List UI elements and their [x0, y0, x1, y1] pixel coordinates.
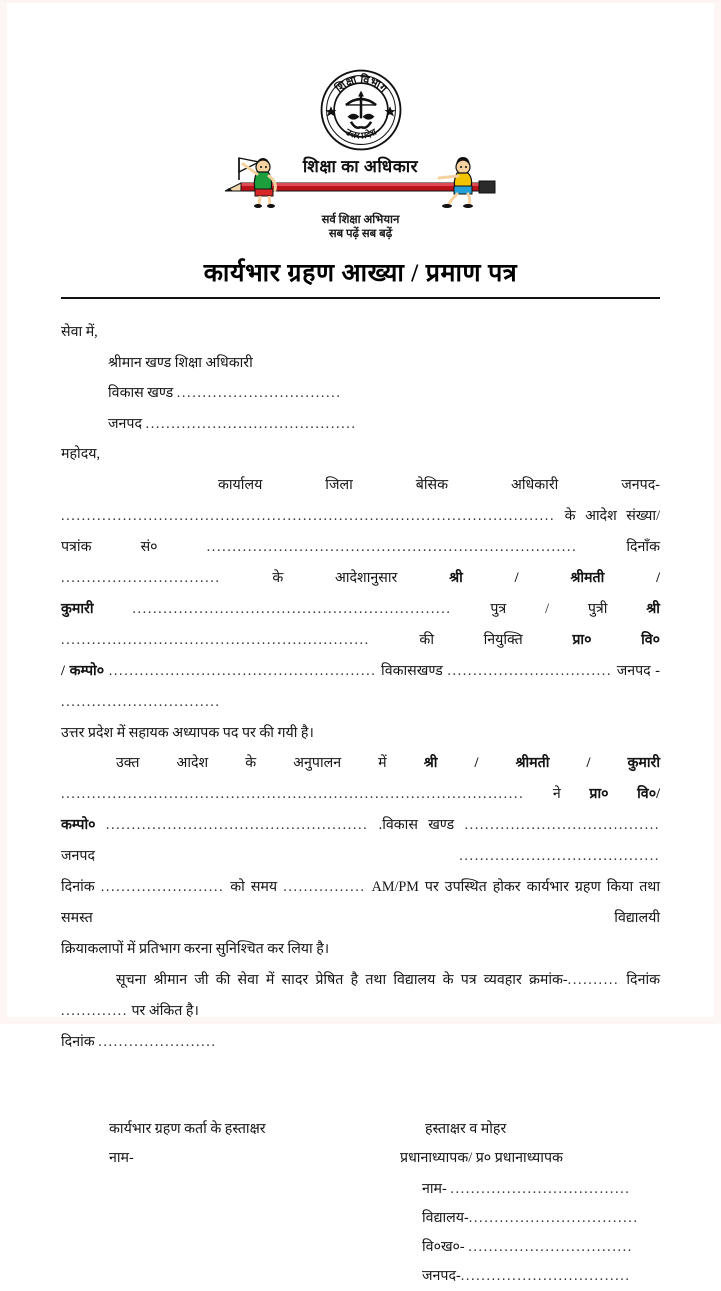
para1-line3: [61, 594, 660, 656]
mahoday-line: महोदय,: [61, 446, 101, 462]
para1-l2-b: दिनाँक: [626, 538, 660, 555]
janpad-label: जनपद: [108, 415, 142, 432]
headmaster-district-label: जनपद-: [422, 1268, 461, 1284]
janpad-blank[interactable]: .........................................: [145, 415, 357, 432]
para3-l1-b: दिनांक: [626, 971, 661, 988]
para3-l1-c: पर अंकित है।: [131, 1002, 199, 1019]
headmaster-fields: [400, 1173, 660, 1291]
para1-l4-c: जनपद -: [616, 662, 661, 679]
para1-l4-blank3[interactable]: ...............................: [61, 693, 221, 710]
para1-l2-a: पत्रांक सं०: [61, 538, 158, 555]
para1-l4-blank1[interactable]: ....................................................: [108, 662, 377, 679]
headmaster-school-field[interactable]: [422, 1204, 660, 1233]
para2-line3: [61, 872, 660, 934]
para3-l1-a: सूचना श्रीमान जी की सेवा में सादर प्रेषित है तथा विद्यालय के पत्र व्यवहार क्रमांक-: [116, 971, 568, 988]
para1-line5: उत्तर प्रदेश में सहायक अध्यापक पद पर की गयी है।: [61, 724, 314, 741]
headmaster-block-field[interactable]: [422, 1233, 660, 1262]
vikas-khand-blank[interactable]: ................................: [176, 385, 342, 401]
headmaster-name-label: नाम-: [422, 1181, 447, 1197]
para3-date-label: दिनांक: [61, 1033, 95, 1050]
headmaster-block-label: वि०ख०-: [422, 1239, 465, 1255]
para2-line2: [61, 810, 660, 872]
para1-l3-c: श्री: [646, 600, 660, 617]
para3-date-field: [61, 1027, 660, 1058]
headmaster-designation-label: प्रधानाध्यापक/ प्र० प्रधानाध्यापक: [400, 1150, 563, 1166]
janpad-field: [61, 409, 660, 440]
vikas-khand-label: विकास खण्ड: [108, 385, 174, 401]
para1-l3-b: पुत्र / पुत्री: [490, 600, 608, 617]
seal-top-text: शिक्षा विभाग: [332, 73, 389, 96]
para2-l2-a: कम्पो०: [61, 817, 96, 833]
para1-l3-d: की नियुक्ति: [419, 631, 523, 648]
para2-line1: [61, 748, 660, 810]
charge-taker-signature-label: कार्यभार ग्रहण कर्ता के हस्ताक्षर: [109, 1121, 266, 1137]
signature-section: [61, 1057, 660, 1291]
para2-l3-c: AM/PM पर उपस्थित होकर कार्यभार ग्रहण किया तथा समस्त विद्यालयी: [61, 879, 661, 926]
para1-l3-blank1[interactable]: ..............................................................: [132, 600, 452, 617]
para2-l1-blank[interactable]: ..........................................................................................: [61, 786, 525, 802]
headmaster-name-field[interactable]: [422, 1175, 660, 1204]
headmaster-name-blank[interactable]: ...................................: [450, 1181, 631, 1197]
headmaster-block-blank[interactable]: ................................: [468, 1239, 633, 1255]
headmaster-district-blank[interactable]: .................................: [460, 1268, 631, 1284]
para1-l1-a: कार्यालय जिला बेसिक अधिकारी जनपद-: [217, 476, 660, 493]
para3-l1-blank1[interactable]: ..........: [567, 971, 620, 988]
signature-left-block: [61, 1115, 361, 1291]
para2-l3-blank1[interactable]: ........................: [100, 879, 225, 895]
para1-l3-blank2[interactable]: ............................................................: [61, 631, 370, 648]
para3-l1-blank2[interactable]: .............: [61, 1002, 128, 1019]
para2-l1-b: श्री / श्रीमती / कुमारी: [423, 755, 660, 771]
para3-line1: [61, 965, 660, 1027]
para1-l2-c: के आदेशानुसार: [272, 569, 398, 586]
document-header: [14, 6, 707, 241]
para1-line2: [61, 532, 660, 594]
page-title: कार्यभार ग्रहण आख्या / प्रमाण पत्र: [203, 260, 518, 287]
para2-l1-d: प्रा० वि०/: [589, 786, 661, 802]
para1-l3-e: प्रा० वि०: [572, 631, 661, 648]
para1-l2-d: श्री / श्रीमती /: [449, 569, 661, 586]
signature-right-block: [400, 1115, 660, 1291]
salutation-sewa-me: सेवा में,: [61, 324, 98, 340]
ssa-line-1: सर्व शिक्षा अभियान: [321, 214, 400, 226]
ssa-slogan: [322, 213, 400, 241]
svg-text:उत्तर प्रदेश: [343, 126, 379, 141]
right-to-education-banner: [211, 150, 511, 212]
para2-l3-a: दिनांक: [61, 879, 95, 895]
charge-taker-name-field[interactable]: नाम-: [109, 1150, 134, 1166]
para1-line1: [61, 470, 660, 532]
rte-banner-text: शिक्षा का अधिकार: [302, 157, 419, 176]
signature-and-seal-heading: हस्ताक्षर व मोहर: [425, 1121, 507, 1137]
para1-l4-a: / कम्पो०: [61, 662, 105, 679]
addressee-line: श्रीमान खण्ड शिक्षा अधिकारी: [108, 354, 253, 371]
para2-l2-blank2[interactable]: ......................................: [464, 817, 661, 833]
para2-l3-b: को समय: [230, 879, 278, 895]
para1-line4: [61, 656, 660, 718]
para2-l2-b: .विकास खण्ड: [378, 817, 455, 833]
seal-bottom-text: उत्तर प्रदेश: [343, 126, 378, 141]
para2-l1-c: ने: [552, 786, 561, 802]
up-education-department-seal-icon: [319, 68, 403, 152]
para1-l3-a: कुमारी: [61, 600, 94, 617]
para2-line4: क्रियाकलापों में प्रतिभाग करना सुनिश्चित कर लिया है।: [61, 941, 330, 957]
headmaster-school-label: विद्यालय-: [422, 1210, 469, 1226]
para1-l4-b: विकासखण्ड: [381, 662, 443, 679]
document-body: [61, 299, 660, 1057]
para1-l4-blank2[interactable]: ................................: [447, 662, 613, 679]
para2-l2-c: जनपद: [61, 848, 95, 864]
para1-l2-blank1[interactable]: ........................................................................: [206, 538, 578, 555]
para1-l2-blank2[interactable]: ...............................: [61, 569, 221, 586]
headmaster-school-blank[interactable]: .................................: [468, 1210, 639, 1226]
vikas-khand-field: [61, 378, 660, 409]
para3-date-blank[interactable]: .......................: [98, 1033, 217, 1050]
para1-l1-b: के आदेश संख्या/: [564, 507, 661, 524]
document-sheet: [14, 6, 707, 1284]
para1-l1-blank[interactable]: ................................................................................................: [61, 507, 556, 524]
para2-l2-blank3[interactable]: .......................................: [459, 848, 660, 864]
headmaster-district-field[interactable]: [422, 1262, 660, 1291]
ssa-line-2: सब पढ़ें सब बढ़ें: [328, 228, 393, 240]
para2-l1-a: उक्त आदेश के अनुपालन में: [116, 755, 387, 771]
para2-l2-blank1[interactable]: ...................................................: [105, 817, 369, 833]
para2-l3-blank2[interactable]: ................: [283, 879, 366, 895]
